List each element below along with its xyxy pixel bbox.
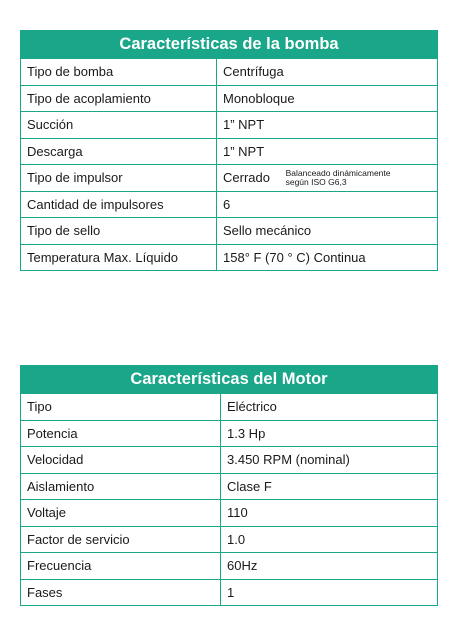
spec-value-impulsor: [217, 165, 438, 192]
spec-value: 1: [221, 579, 438, 606]
motor-table-title: Características del Motor: [21, 366, 438, 394]
spec-label: Descarga: [21, 138, 217, 165]
table-row: [21, 579, 438, 606]
spec-value: Monobloque: [217, 85, 438, 112]
table-row: [21, 138, 438, 165]
spec-value: Sello mecánico: [217, 218, 438, 245]
table-row: [21, 500, 438, 527]
impulsor-type-value: Cerrado: [223, 170, 270, 186]
spec-value: 1” NPT: [217, 138, 438, 165]
spec-label: Voltaje: [21, 500, 221, 527]
table-row: [21, 420, 438, 447]
spec-label: Cantidad de impulsores: [21, 191, 217, 218]
spec-label: Succión: [21, 112, 217, 139]
spec-value: 1.0: [221, 526, 438, 553]
spec-label: Aislamiento: [21, 473, 221, 500]
spec-label: Tipo de bomba: [21, 59, 217, 86]
spec-label: Potencia: [21, 420, 221, 447]
spec-label: Tipo: [21, 394, 221, 421]
spec-label: Fases: [21, 579, 221, 606]
spec-value: Centrífuga: [217, 59, 438, 86]
table-row: [21, 473, 438, 500]
impulsor-note-line1: Balanceado dinámicamente: [285, 168, 391, 179]
spec-value: 158° F (70 ° C) Continua: [217, 244, 438, 271]
spec-label: Tipo de impulsor: [21, 165, 217, 192]
spec-value: 60Hz: [221, 553, 438, 580]
spec-label: Tipo de sello: [21, 218, 217, 245]
spec-value: 3.450 RPM (nominal): [221, 447, 438, 474]
spec-value: Clase F: [221, 473, 438, 500]
table-row: [21, 165, 438, 192]
table-row: [21, 85, 438, 112]
spec-label: Factor de servicio: [21, 526, 221, 553]
spec-label: Temperatura Max. Líquido: [21, 244, 217, 271]
spec-label: Velocidad: [21, 447, 221, 474]
spec-value: 6: [217, 191, 438, 218]
table-row: [21, 112, 438, 139]
impulsor-note-line2: según ISO G6,3: [285, 176, 347, 187]
motor-table-header-row: [21, 366, 438, 394]
pump-table-title: Características de la bomba: [21, 31, 438, 59]
pump-characteristics-table: [20, 30, 438, 271]
spec-value: 110: [221, 500, 438, 527]
spec-value: 1.3 Hp: [221, 420, 438, 447]
table-row: [21, 218, 438, 245]
table-row: [21, 526, 438, 553]
spec-value: 1” NPT: [217, 112, 438, 139]
spec-label: Tipo de acoplamiento: [21, 85, 217, 112]
table-row: [21, 59, 438, 86]
pump-table-header-row: [21, 31, 438, 59]
motor-characteristics-table: [20, 365, 438, 606]
spec-value: Eléctrico: [221, 394, 438, 421]
table-row: [21, 244, 438, 271]
impulsor-balance-note: [286, 169, 391, 186]
spec-label: Frecuencia: [21, 553, 221, 580]
table-row: [21, 553, 438, 580]
table-row: [21, 447, 438, 474]
table-row: [21, 394, 438, 421]
table-row: [21, 191, 438, 218]
